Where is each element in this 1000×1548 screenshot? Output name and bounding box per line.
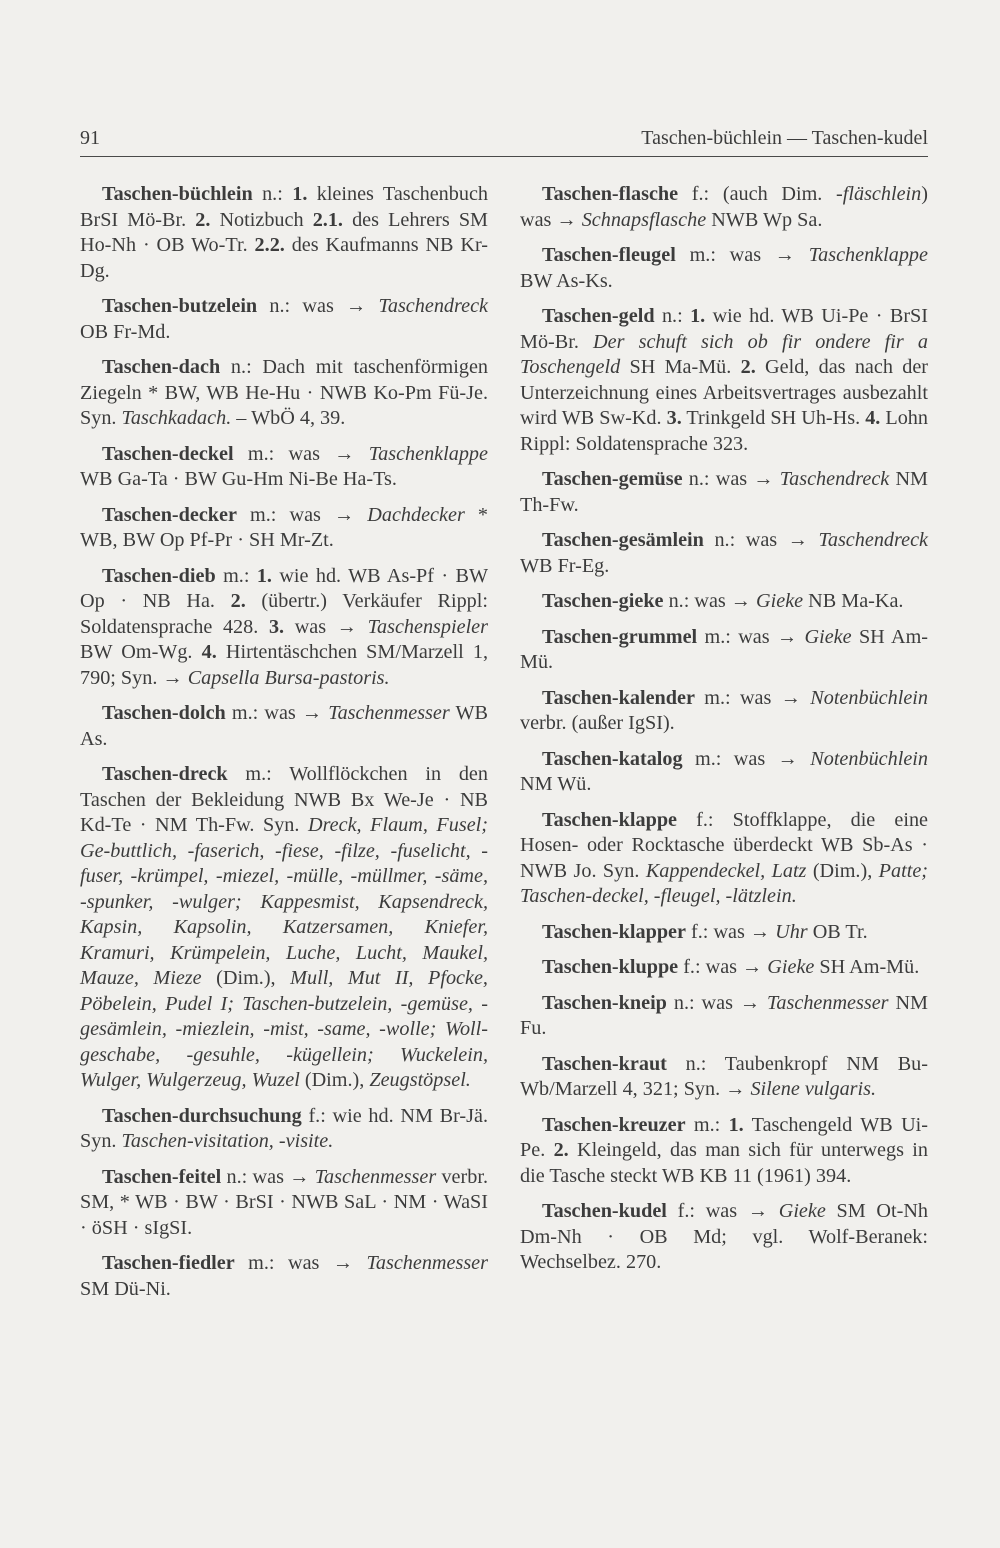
sense-number: 1.	[292, 183, 308, 205]
dictionary-entry: Taschen-dreck m.: Wollflöckchen in den Taschen der Bekleidung NWB Bx We-Je · NB Kd-Te · NM Th-Fw. Syn. Dreck, Flaum, Fusel; Ge-buttlich, -faserich, -fiese, -filze, -fuselicht, -fuser, -krümpel, -miezel, -mülle, -müllmer, -säme, -spunker, -wulger; Kappesmist, Kapsendreck, Kapsin, Kapsolin, Katzersamen, Kniefer, Kramuri, Krümpelein, Luche, Lucht, Maukel, Mauze, Mieze (Dim.), Mull, Mut II, Pfocke, Pöbelein, Pudel I; Taschen-butzelein, -gemüse, -gesämlein, -miezlein, -mist, -same, -wolle; Woll-geschabe, -gesuhle, -kügellein; Wuckelein, Wulger, Wulgerzeug, Wuzel (Dim.), Zeugstöpsel.	[80, 763, 488, 1091]
headword: Taschen-büchlein	[102, 183, 253, 205]
headword: Taschen-gesämlein	[542, 529, 704, 551]
italic-form: Dreck, Flaum, Fusel; Ge-buttlich, -faserich, -fiese, -filze, -fuselicht, -fuser, -krümpel, -miezel, -mülle, -müllmer, -säme, -spunker, -wulger; Kappesmist, Kapsendreck, Kapsin, Kapsolin, Katzersamen, Kniefer, Kramuri, Krümpelein, Luche, Lucht, Maukel, Mauze, Mieze	[80, 814, 488, 989]
headword: Taschen-fleugel	[542, 244, 676, 266]
italic-form: Taschenmesser	[328, 702, 450, 724]
headword: Taschen-deckel	[102, 442, 234, 465]
dictionary-entry: Taschen-gieke n.: was → Gieke NB Ma-Ka.	[542, 590, 904, 612]
italic-form: Taschendreck	[779, 468, 890, 490]
dictionary-entry: Taschen-kraut n.: Taubenkropf NM Bu-Wb/Marzell 4, 321; Syn. → Silene vulgaris.	[520, 1052, 928, 1100]
headword: Taschen-durchsuchung	[102, 1104, 302, 1127]
headword: Taschen-flasche	[542, 183, 679, 205]
italic-form: Taschen-visitation, -visite.	[121, 1130, 334, 1152]
italic-form: Der schuft sich ob fir ondere fir a Toschengeld	[520, 330, 928, 378]
dictionary-entry: Taschen-gemüse n.: was → Taschendreck NM Th-Fw.	[520, 468, 929, 516]
italic-form: Taschenmesser	[767, 991, 889, 1014]
italic-form: Mull, Mut II, Pfocke, Pöbelein, Pudel I; Taschen-butzelein, -gemüse, -gesämlein, -miezlein, -mist, -same, -wolle; Woll-geschabe, -gesuhle, -kügellein; Wuckelein, Wulger, Wulgerzeug, Wuzel	[80, 967, 488, 1091]
italic-form: Taschenklappe	[808, 244, 928, 266]
headword: Taschen-kudel	[542, 1200, 667, 1222]
italic-form: Capsella Bursa-pastoris.	[187, 666, 390, 689]
dictionary-entry: Taschen-kudel f.: was → Gieke SM Ot-Nh Dm-Nh · OB Md; vgl. Wolf-Beranek: Wechselbez. 270.	[520, 1200, 928, 1273]
italic-form: Taschenmesser	[366, 1252, 488, 1274]
headword: Taschen-grummel	[542, 625, 698, 648]
italic-form: Gieke	[756, 590, 804, 612]
italic-form: Gieke	[804, 625, 852, 648]
italic-form: Notenbüchlein	[810, 686, 928, 709]
dictionary-entry: Taschen-durchsuchung f.: wie hd. NM Br-Jä. Syn. Taschen-visitation, -visite.	[80, 1104, 488, 1152]
italic-form: Gieke	[767, 956, 815, 978]
sense-number: 2.	[740, 356, 756, 378]
dictionary-entry: Taschen-kluppe f.: was → Gieke SH Am-Mü.	[542, 956, 920, 978]
italic-form: -fläschlein	[836, 183, 922, 205]
italic-form: Schnapsflasche	[581, 208, 707, 231]
dictionary-entry: Taschen-grummel m.: was → Gieke SH Am-Mü.	[520, 625, 928, 673]
headword: Taschen-gemüse	[542, 468, 683, 490]
italic-form: Taschenspieler	[367, 615, 488, 638]
headword: Taschen-kreuzer	[542, 1113, 686, 1136]
italic-form: Taschenmesser	[314, 1165, 437, 1188]
dictionary-entry: Taschen-klappe f.: Stoffklappe, die eine Hosen- oder Rocktasche überdeckt WB Sb-As · NWB Jo. Syn. Kappendeckel, Latz (Dim.), Patte; Taschen-deckel, -fleugel, -lätzlein.	[520, 808, 928, 907]
headword: Taschen-dolch	[102, 702, 226, 724]
headword: Taschen-kraut	[542, 1052, 667, 1075]
headword: Taschen-fiedler	[102, 1252, 235, 1274]
dictionary-entry: Taschen-gesämlein n.: was → Taschendreck WB Fr-Eg.	[520, 529, 928, 577]
dictionary-entry: Taschen-klapper f.: was → Uhr OB Tr.	[542, 920, 868, 943]
headword: Taschen-butzelein	[102, 295, 258, 317]
right-column	[520, 182, 928, 1286]
dictionary-entry: Taschen-flasche f.: (auch Dim. -fläschlein) was → Schnapsflasche NWB Wp Sa.	[520, 183, 928, 231]
dictionary-entry: Taschen-kreuzer m.: 1. Taschengeld WB Ui-Pe. 2. Kleingeld, das man sich für unterwegs in die Tasche steckt WB KB 11 (1961) 394.	[520, 1113, 928, 1187]
dictionary-entry: Taschen-fleugel m.: was → Taschenklappe BW As-Ks.	[520, 244, 928, 292]
dictionary-entry: Taschen-decker m.: was → Dachdecker * WB, BW Op Pf-Pr · SH Mr-Zt.	[80, 503, 488, 551]
page-header	[80, 127, 928, 157]
sense-number: 2.	[195, 208, 211, 231]
sense-number: 4.	[865, 407, 881, 429]
dictionary-entry: Taschen-kneip n.: was → Taschenmesser NM Fu.	[520, 991, 929, 1039]
italic-form: Gieke	[778, 1200, 826, 1222]
headword: Taschen-kluppe	[542, 956, 679, 978]
sense-number: 4.	[201, 641, 217, 663]
dictionary-entry: Taschen-dach n.: Dach mit taschenförmigen Ziegeln * BW, WB He-Hu · NWB Ko-Pm Fü-Je. Syn. Taschkadach. – WbÖ 4, 39.	[80, 356, 488, 429]
headword: Taschen-kalender	[542, 686, 695, 709]
sense-number: 2.	[230, 590, 246, 612]
italic-form: Uhr	[775, 920, 808, 943]
dictionary-entry: Taschen-butzelein n.: was → Taschendreck OB Fr-Md.	[80, 295, 488, 343]
italic-form: Zeugstöpsel.	[369, 1069, 471, 1091]
header-rule	[80, 156, 928, 157]
dictionary-entry: Taschen-katalog m.: was → Notenbüchlein NM Wü.	[520, 747, 928, 795]
sense-number: 2.	[553, 1139, 569, 1161]
headword: Taschen-dach	[102, 356, 221, 378]
headword: Taschen-decker	[102, 503, 237, 526]
headword: Taschen-gieke	[542, 590, 664, 612]
dictionary-entry: Taschen-geld n.: 1. wie hd. WB Ui-Pe · BrSI Mö-Br. Der schuft sich ob fir ondere fir a Toschengeld SH Ma-Mü. 2. Geld, das nach der Unterzeichnung eines Arbeitsvertrages ausbezahlt wird WB Sw-Kd. 3. Trinkgeld SH Uh-Hs. 4. Lohn Rippl: Soldatensprache 323.	[520, 305, 929, 455]
sense-number: 1.	[728, 1113, 744, 1136]
sense-number: 2.2.	[254, 234, 285, 256]
sense-number: 3.	[268, 615, 285, 638]
headword: Taschen-geld	[542, 305, 655, 327]
sense-number: 3.	[666, 407, 682, 429]
italic-form: Taschkadach.	[121, 407, 232, 429]
page-number: 91	[80, 127, 100, 149]
italic-form: Kappendeckel, Latz	[645, 859, 807, 882]
sense-number: 1.	[690, 305, 706, 327]
headword: Taschen-feitel	[102, 1165, 222, 1188]
dictionary-entry: Taschen-feitel n.: was → Taschenmesser verbr. SM, * WB · BW · BrSI · NWB SaL · NM · WaSI · öSH · sIgSI.	[80, 1165, 488, 1239]
italic-form: Silene vulgaris.	[750, 1078, 877, 1100]
dictionary-entry: Taschen-dieb m.: 1. wie hd. WB As-Pf · BW Op · NB Ha. 2. (übertr.) Verkäufer Rippl: Soldatensprache 428. 3. was → Taschenspieler BW Om-Wg. 4. Hirtentäschchen SM/Marzell 1, 790; Syn. → Capsella Bursa-pastoris.	[80, 564, 488, 689]
italic-form: Patte; Taschen-deckel, -fleugel, -lätzlein.	[520, 859, 928, 907]
headword: Taschen-dreck	[102, 763, 228, 785]
dictionary-entry: Taschen-büchlein n.: 1. kleines Taschenbuch BrSI Mö-Br. 2. Notizbuch 2.1. des Lehrers SM Ho-Nh · OB Wo-Tr. 2.2. des Kaufmanns NB Kr-Dg.	[80, 183, 489, 282]
running-head: Taschen-büchlein — Taschen-kudel	[641, 127, 928, 149]
headword: Taschen-katalog	[542, 747, 683, 770]
sense-number: 1.	[256, 564, 272, 587]
dictionary-entry: Taschen-dolch m.: was → Taschenmesser WB As.	[80, 702, 488, 750]
dictionary-entry: Taschen-deckel m.: was → Taschenklappe WB Ga-Ta · BW Gu-Hm Ni-Be Ha-Ts.	[80, 442, 488, 490]
italic-form: Notenbüchlein	[810, 747, 928, 770]
dictionary-entry: Taschen-fiedler m.: was → Taschenmesser SM Dü-Ni.	[80, 1252, 488, 1300]
dictionary-entry: Taschen-kalender m.: was → Notenbüchlein verbr. (außer IgSI).	[520, 686, 928, 734]
left-column	[80, 182, 488, 1312]
headword: Taschen-dieb	[102, 564, 216, 587]
headword: Taschen-klapper	[542, 920, 686, 943]
italic-form: Taschendreck	[818, 529, 928, 551]
headword: Taschen-klappe	[542, 808, 678, 831]
italic-form: Taschenklappe	[368, 442, 488, 465]
italic-form: Dachdecker	[367, 503, 465, 526]
italic-form: Taschendreck	[378, 295, 488, 317]
headword: Taschen-kneip	[542, 991, 667, 1014]
sense-number: 2.1.	[312, 208, 343, 231]
